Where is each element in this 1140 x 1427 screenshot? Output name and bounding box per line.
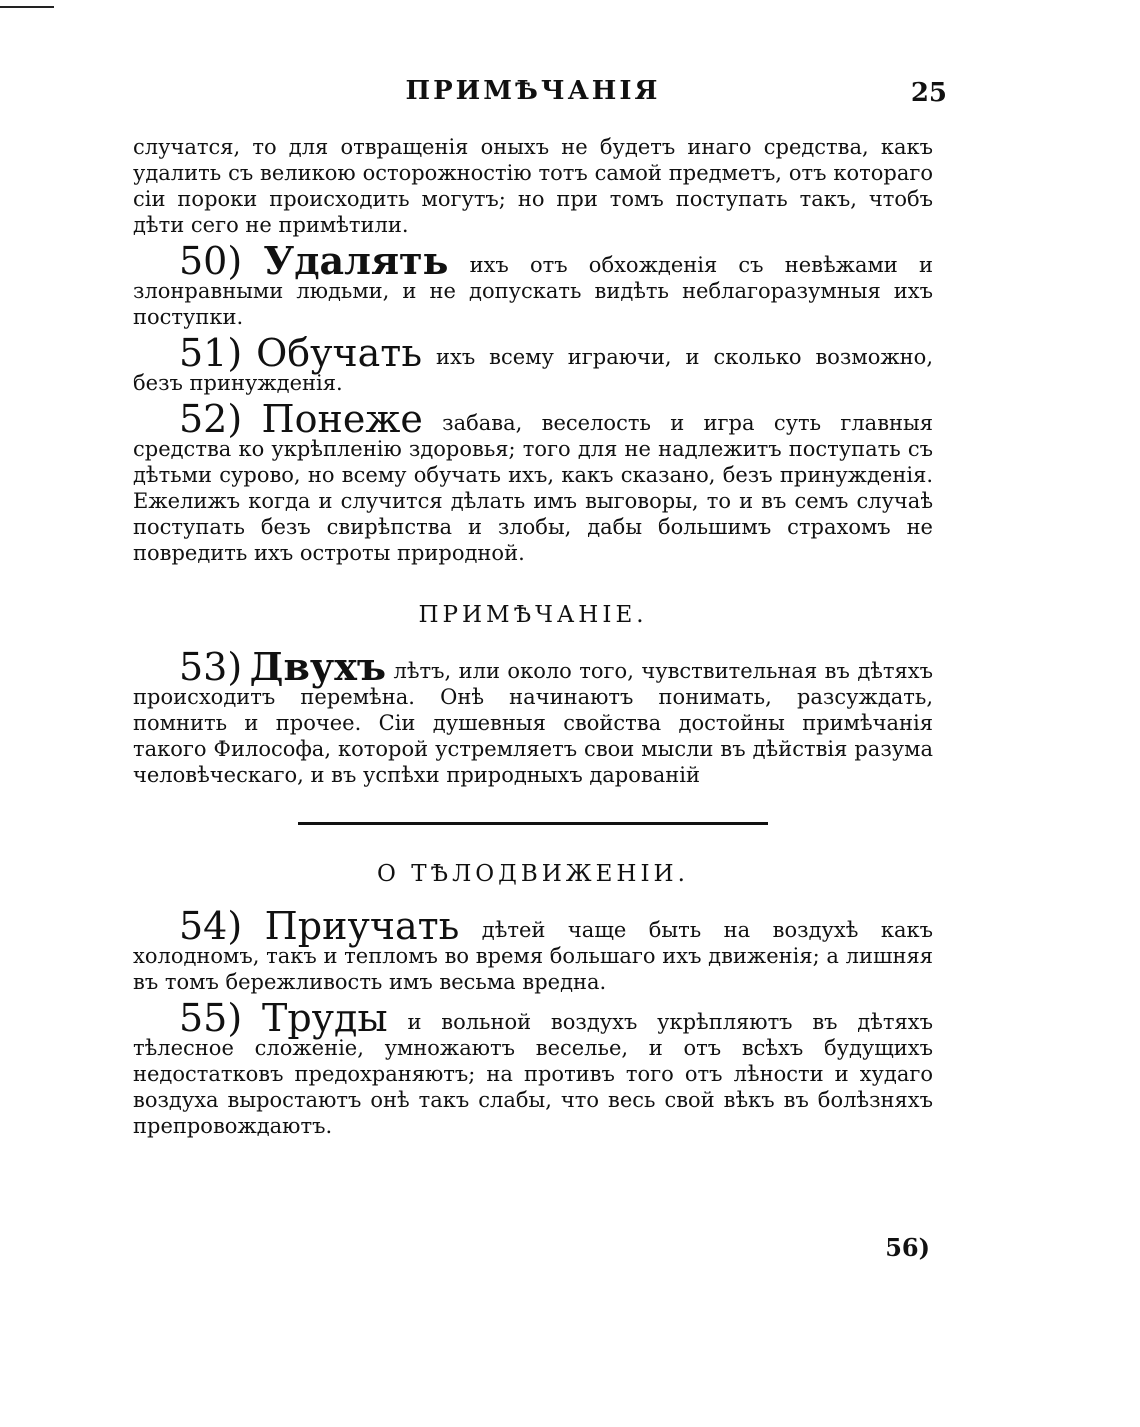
lead-word: Труды [261, 996, 388, 1040]
item-number: 55) [179, 996, 243, 1040]
paragraph-54 [133, 904, 933, 995]
paragraph-55 [133, 996, 933, 1139]
paragraph-text: дѣтей чаще быть на воздухѣ какъ холодномъ, такъ и тепломъ во время большаго ихъ движенія; а лишняя въ томъ бережливость имъ весьма вредна. [133, 918, 933, 994]
lead-word: Двухъ [249, 644, 386, 689]
continuation-paragraph: случатся, то для отвращенія оныхъ не будетъ инаго средства, какъ удалить съ великою осторожностію тотъ самой предметъ, отъ котораго сіи пороки происходить могутъ; но при томъ поступать такъ, чтобъ дѣти сего не примѣтили. [133, 135, 933, 237]
paragraph-text: и вольной воздухъ укрѣпляютъ въ дѣтяхъ тѣлесное сложеніе, умножаютъ веселье, и отъ всѣхъ будущихъ недостатковъ предохраняютъ; на противъ того отъ лѣности и худаго воздуха выростаютъ онѣ такъ слабы, что весь свой вѣкъ въ болѣзняхъ препровождаютъ. [133, 1010, 933, 1138]
catchword: 56) [885, 1233, 930, 1262]
item-number: 53) [179, 645, 243, 689]
paragraph-51 [133, 331, 933, 396]
paragraph-text: забава, веселость и игра суть главныя средства ко укрѣпленію здоровья; того для не надлежитъ поступать съ дѣтьми сурово, но всему обучать ихъ, какъ сказано, безъ принужденія. Ежелижъ когда и случится дѣлать имъ выговоры, то и въ семъ случаѣ поступать безъ свирѣпства и злобы, дабы большимъ страхомъ не повредить ихъ остроты природной. [133, 411, 933, 565]
paragraph-text: ихъ всему играючи, и сколько возможно, безъ принужденія. [133, 345, 933, 395]
section-heading-motion: О ТѢЛОДВИЖЕНІИ. [377, 861, 689, 887]
lead-word: Приучать [264, 904, 460, 948]
page-number: 25 [910, 78, 947, 108]
lead-word: Обучать [256, 331, 423, 375]
lead-word: Удалять [263, 238, 449, 283]
section-heading-note: ПРИМѢЧАНІЕ. [418, 602, 648, 628]
main-text [133, 134, 933, 1139]
paragraph-52 [133, 397, 933, 566]
paragraph-50 [133, 238, 933, 330]
corner-rule [0, 6, 54, 8]
section-divider [298, 822, 768, 825]
paragraph-53 [133, 644, 933, 788]
item-number: 51) [179, 331, 243, 375]
lead-word: Понеже [261, 397, 423, 441]
paragraph-text: ихъ отъ обхожденія съ невѣжами и злонравными людьми, и не допускать видѣть неблагоразумныя ихъ поступки. [133, 253, 933, 329]
running-title: ПРИМѢЧАНІЯ [405, 76, 661, 106]
page-header [133, 76, 947, 116]
paragraph-text: лѣтъ, или около того, чувствительная въ дѣтяхъ происходитъ перемѣна. Онѣ начинаютъ понимать, разсуждать, помнить и прочее. Сіи душевныя свойства достойны примѣчанія такого Философа, которой устремляетъ свои мысли въ дѣйствія разума человѣческаго, и въ успѣхи природныхъ дарованій [133, 659, 933, 787]
item-number: 50) [179, 239, 243, 283]
item-number: 54) [179, 904, 243, 948]
item-number: 52) [179, 397, 243, 441]
